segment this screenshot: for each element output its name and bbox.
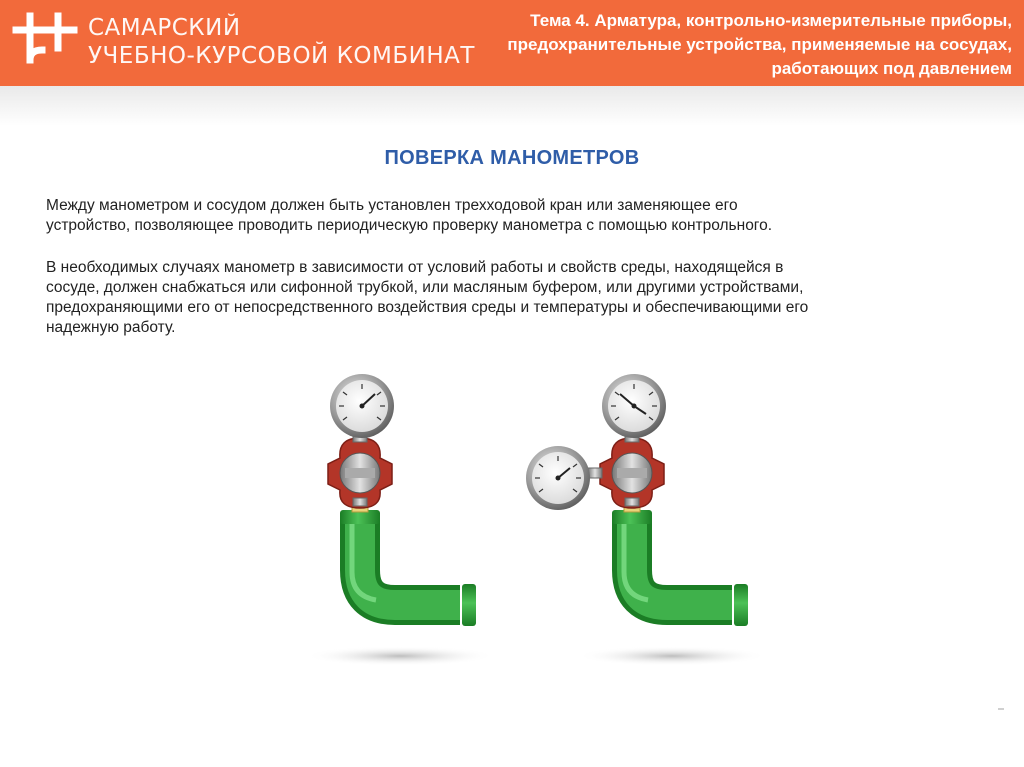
paragraph-2-line-4: надежную работу. — [46, 319, 176, 336]
topic-line-3: работающих под давлением — [771, 59, 1012, 78]
paragraph-1-line-1: Между манометром и сосудом должен быть установлен трехходовой кран или заменяющее его — [46, 197, 738, 214]
pressure-gauge-icon — [602, 374, 666, 438]
pressure-gauge-icon — [330, 374, 394, 438]
header-shadow — [0, 86, 1024, 126]
control-gauge-icon — [526, 446, 590, 510]
corner-mark — [998, 708, 1004, 710]
logo-icon — [12, 10, 78, 68]
pipe-elbow-icon — [612, 510, 748, 626]
page-title: ПОВЕРКА МАНОМЕТРОВ — [384, 147, 640, 169]
paragraph-1 — [46, 196, 976, 236]
paragraph-2-line-1: В необходимых случаях манометр в зависимости от условий работы и свойств среды, находящейся в — [46, 259, 784, 276]
assembly-right — [526, 374, 767, 666]
ground-shadow — [577, 646, 767, 666]
paragraph-2-line-3: предохраняющими его от непосредственного воздействия среды и температуры и обеспечивающими его — [46, 299, 809, 316]
three-way-valve-icon — [328, 428, 392, 508]
brand-line-1: САМАРСКИЙ — [88, 15, 241, 41]
topic-line-2: предохранительные устройства, применяемые на сосудах, — [507, 35, 1012, 54]
assembly-left — [305, 374, 495, 666]
header-bar — [0, 0, 1024, 86]
paragraph-2 — [46, 258, 976, 338]
manometer-illustration — [0, 360, 1024, 680]
paragraph-2-line-2: сосуде, должен снабжаться или сифонной трубкой, или масляным буфером, или другими устройствами, — [46, 279, 804, 296]
pipe-elbow-icon — [340, 510, 476, 626]
brand-line-2: УЧЕБНО-КУРСОВОЙ КОМБИНАТ — [88, 43, 475, 69]
paragraph-1-line-2: устройство, позволяющее проводить периодическую проверку манометра с помощью контрольного. — [46, 217, 773, 234]
topic-line-1: Тема 4. Арматура, контрольно-измерительные приборы, — [530, 11, 1012, 30]
ground-shadow — [305, 646, 495, 666]
three-way-valve-icon — [588, 428, 664, 508]
topic-heading — [412, 9, 1012, 81]
